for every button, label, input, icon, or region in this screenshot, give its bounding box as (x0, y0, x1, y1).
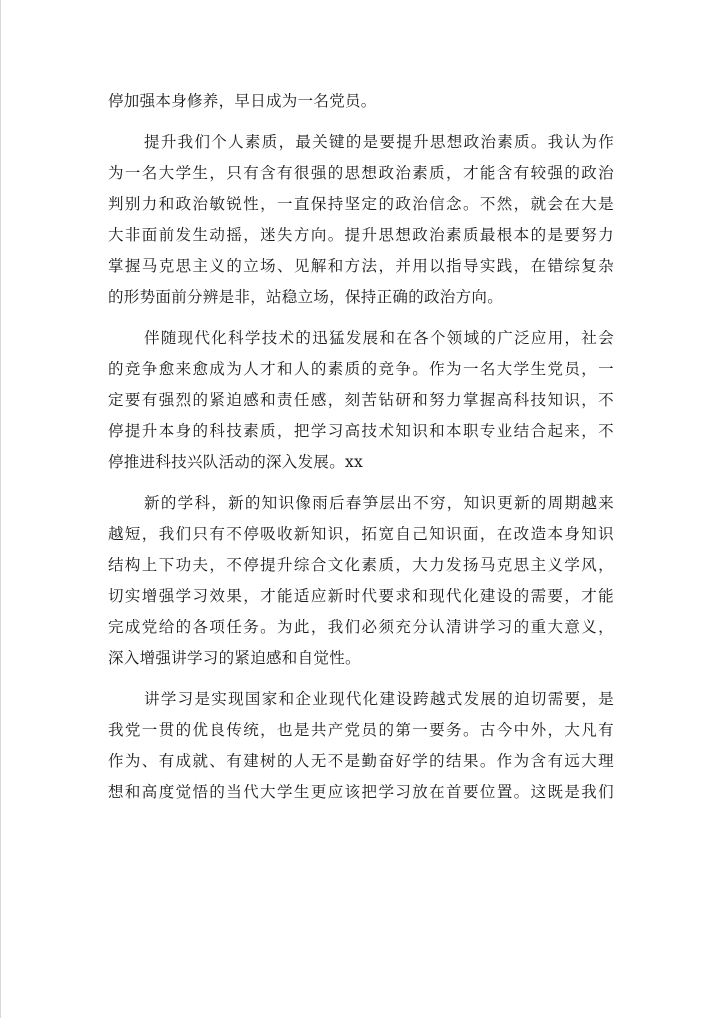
text-line: 为一名大学生，只有含有很强的思想政治素质，才能含有较强的政治 (108, 164, 614, 182)
text-line: 结构上下功夫，不停提升综合文化素质，大力发扬马克思主义学风， (108, 556, 614, 574)
text-line: 想和高度觉悟的当代大学生更应该把学习放在首要位置。这既是我们 (108, 783, 614, 801)
text-line: 完成党给的各项任务。为此，我们必须充分认清讲学习的重大意义， (108, 618, 614, 636)
text-line: 深入增强讲学习的紧迫感和自觉性。 (108, 649, 361, 667)
text-line: 停推进科技兴队活动的深入发展。xx (108, 453, 364, 471)
text-line: 讲学习是实现国家和企业现代化建设跨越式发展的迫切需要，是 (144, 690, 614, 708)
text-line: 我党一贯的优良传统，也是共产党员的第一要务。古今中外，大凡有 (108, 721, 614, 739)
text-line: 的形势面前分辨是非，站稳立场，保持正确的政治方向。 (108, 288, 504, 306)
paragraph-4 (108, 488, 614, 674)
paragraph-5 (108, 684, 614, 808)
text-line: 伴随现代化科学技术的迅猛发展和在各个领域的广泛应用，社会 (144, 329, 614, 347)
text-line: 新的学科，新的知识像雨后春笋层出不穷，知识更新的周期越来 (144, 494, 614, 512)
text-line: 大非面前发生动摇，迷失方向。提升思想政治素质最根本的是要努力 (108, 226, 614, 244)
paragraph-2 (108, 127, 614, 313)
text-line: 提升我们个人素质，最关键的是要提升思想政治素质。我认为作 (144, 133, 614, 151)
text-line: 的竞争愈来愈成为人才和人的素质的竞争。作为一名大学生党员，一 (108, 360, 614, 378)
text-line: 切实增强学习效果，才能适应新时代要求和现代化建设的需要，才能 (108, 587, 614, 605)
text-line: 作为、有成就、有建树的人无不是勤奋好学的结果。作为含有远大理 (108, 752, 614, 770)
text-line: 掌握马克思主义的立场、见解和方法，并用以指导实践，在错综复杂 (108, 257, 614, 275)
text-line: 越短，我们只有不停吸收新知识，拓宽自己知识面，在改造本身知识 (108, 525, 614, 543)
paragraph-3 (108, 323, 614, 478)
paragraph-1 (108, 86, 614, 117)
text-line: 停加强本身修养，早日成为一名党员。 (108, 92, 377, 110)
document-body (108, 86, 614, 818)
text-line: 停提升本身的科技素质，把学习高技术知识和本职专业结合起来，不 (108, 422, 614, 440)
text-line: 判别力和政治敏锐性，一直保持坚定的政治信念。不然，就会在大是 (108, 195, 614, 213)
text-line: 定要有强烈的紧迫感和责任感，刻苦钻研和努力掌握高科技知识，不 (108, 391, 614, 409)
